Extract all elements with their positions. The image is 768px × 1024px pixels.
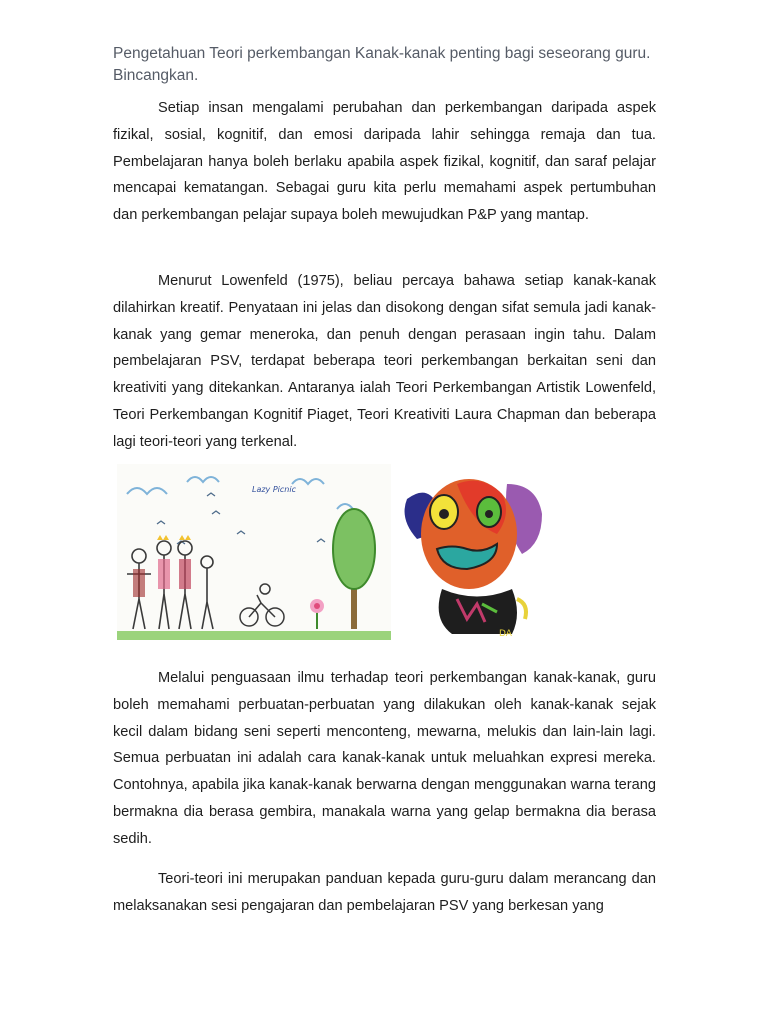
paragraph-1: Setiap insan mengalami perubahan dan perkembangan daripada aspek fizikal, sosial, kognitif, dan emosi daripada lahir sehingga remaja dan tua. Pembelajaran hanya boleh berlaku apabila aspek fizikal, kognitif, dan saraf pelajar mencapai kematangan. Sebagai guru kita perlu memahami aspek pertumbuhan dan perkembangan pelajar supaya boleh mewujudkan P&P yang mantap. xyxy=(113,100,656,224)
drawing-title-text: Lazy Picnic xyxy=(252,485,296,494)
paragraph-3: Melalui penguasaan ilmu terhadap teori perkembangan kanak-kanak, guru boleh memahami perbuatan-perbuatan yang dilakukan oleh kanak-kanak sejak kecil dalam bidang seni seperti menconteng, mewarna, melukis dan lain-lain lagi. Semua perbuatan ini adalah cara kanak-kanak untuk meluahkan expresi mereka. Contohnya, apabila jika kanak-kanak berwarna dengan menggunakan warna terang bermakna dia berasa gembira, manakala warna yang gelap bermakna dia berasa sedih. xyxy=(113,670,656,847)
child-drawing-face xyxy=(397,464,547,640)
paragraph-2: Menurut Lowenfeld (1975), beliau percaya bahawa setiap kanak-kanak dilahirkan kreatif. Penyataan ini jelas dan disokong dengan sifat semula jadi kanak-kanak yang gemar meneroka, dan penuh dengan perasaan ingin tahu. Dalam pembelajaran PSV, terdapat beberapa teori perkembangan berkaitan seni dan kreativiti yang ditekankan. Antaranya ialah Teori Perkembangan Artistik Lowenfeld, Teori Perkembangan Kognitif Piaget, Teori Kreativiti Laura Chapman dan beberapa lagi teori-teori yang terkenal. xyxy=(113,273,656,450)
portrait-signature: DA xyxy=(499,629,512,639)
document-heading: Pengetahuan Teori perkembangan Kanak-kanak penting bagi seseorang guru. Bincangkan. xyxy=(113,45,651,84)
tree-crown xyxy=(333,509,375,589)
paragraph-4: Teori-teori ini merupakan panduan kepada guru-guru dalam merancang dan melaksanakan sesi pengajaran dan pembelajaran PSV yang berkesan yang xyxy=(113,871,656,914)
child-drawing-picnic xyxy=(117,464,391,640)
